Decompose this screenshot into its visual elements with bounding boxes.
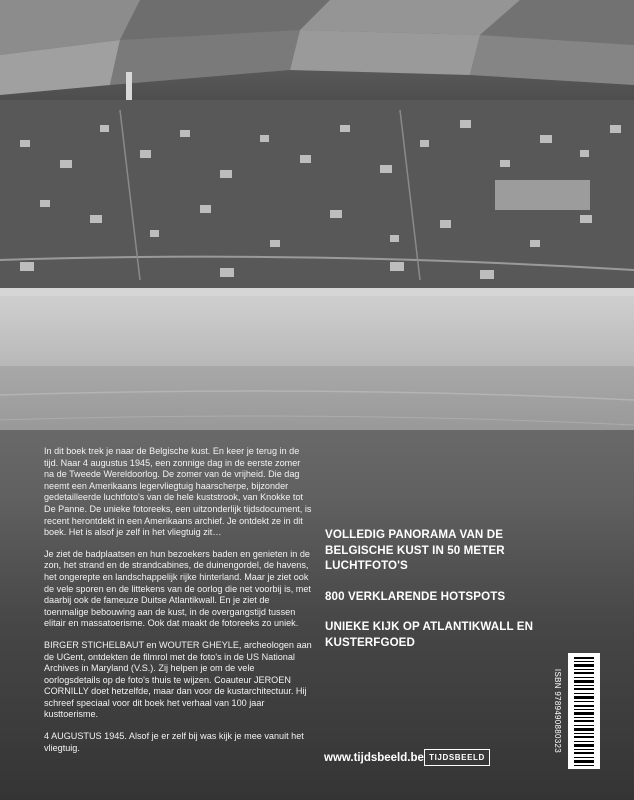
publisher-website[interactable]: www.tijdsbeeld.be (324, 752, 424, 764)
highlight-panorama: VOLLEDIG PANORAMA VAN DE BELGISCHE KUST IN 50 METER LUCHTFOTO'S (325, 528, 505, 572)
publisher-logo: TIJDSBEELD (424, 749, 490, 766)
back-cover-blurb (44, 446, 312, 764)
blurb-paragraph-closing: 4 AUGUSTUS 1945. Alsof je er zelf bij was kijk je mee vanuit het vliegtuig. (44, 731, 304, 753)
blurb-paragraph-authors: BIRGER STICHELBAUT en WOUTER GHEYLE, archeologen aan de UGent, ontdekten de filmrol met de foto's in de US National Archives in Maryland (V.S.). Zij helpen je om de vele oorlogsdetails op de foto's thuis te wijzen. Coauteur JEROEN CORNILLY doet hetzelfde, maar dan voor de kustarchitectuur. Hij schreef speciaal voor dit boek het verhaal van 100 jaar kusttoerisme. (44, 639, 312, 720)
isbn-barcode (568, 653, 600, 769)
isbn-number: ISBN 9789490880323 (553, 668, 562, 754)
blurb-paragraph-intro: In dit boek trek je naar de Belgische kust. En keer je terug in de tijd. Naar 4 augustus 1945, een zonnige dag in de eerste zomer na de Tweede Wereldoorlog. De zomer van de vrijheid. Die dag neemt een Amerikaans legervliegtuig haarscherpe, bijzonder gedetailleerde luchtfoto's van de hele kuststrook, van Knokke tot De Panne. De unieke fotoreeks, een uitzonderlijk tijdsdocument, is recent herontdekt in een Amerikaans archief. Je ontdekt ze in dit boek. Het is alsof je zelf in het vliegtuig zit… (44, 446, 312, 538)
highlight-hotspots: 800 VERKLARENDE HOTSPOTS (325, 589, 506, 603)
blurb-paragraph-content: Je ziet de badplaatsen en hun bezoekers baden en genieten in de zon, het strand en de strandcabines, de duinengordel, de havens, het ongerepte en landschappelijk rijke hinterland. Maar je ziet ook de vele sporen en de littekens van de oorlog die net voorbij is, met daarbij ook de fameuze Duitse Atlantikwall. En je ziet de toenmalige bebouwing aan de kust, in de overgangstijd tussen elitair en massatoerisme. Ook dat maakt de fotoreeks zo uniek. (44, 548, 311, 629)
highlight-atlantikwall: UNIEKE KIJK OP ATLANTIKWALL EN KUSTERFGOED (325, 620, 534, 649)
feature-highlights (325, 527, 535, 665)
